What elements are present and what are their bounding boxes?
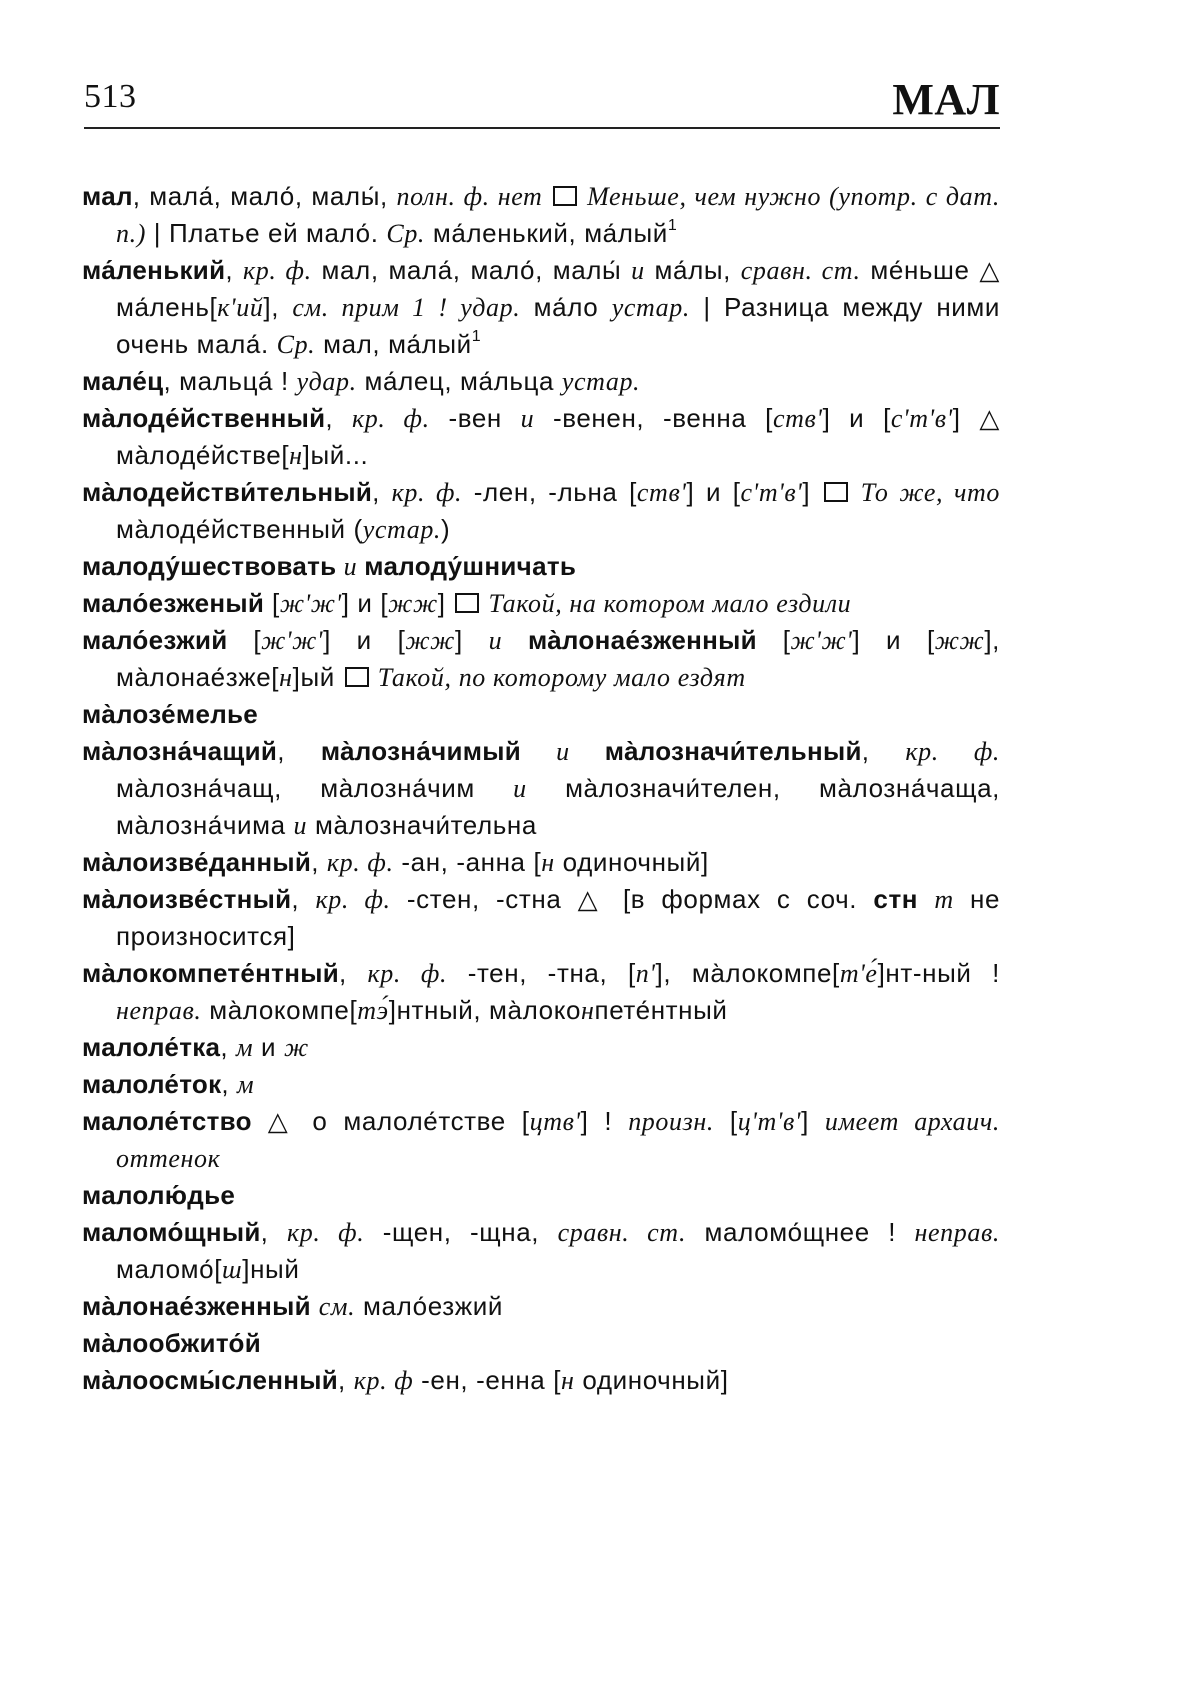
label-italic: жж (388, 589, 438, 618)
entry-text: ма̀лозначи́тельна (307, 810, 537, 840)
definition-box-icon (824, 482, 848, 502)
label-italic: кр. ф. (315, 885, 391, 914)
entry-text: не произносится] (116, 884, 1001, 951)
label-italic: То же, что (849, 478, 1000, 507)
label-italic: и (520, 404, 535, 433)
entry-text: , (325, 403, 352, 433)
label-italic: с'т'в' (890, 404, 953, 433)
entry-text: -лен, -льна [ (462, 477, 637, 507)
entry-text: [ (713, 1106, 738, 1136)
headword: малолю́дье (82, 1180, 236, 1210)
label-italic: п' (635, 959, 656, 988)
label-italic: устар. (362, 515, 442, 544)
entry-text: , (291, 884, 316, 914)
entry-text: ] и [ (323, 625, 406, 655)
dictionary-entry-maloezzheny (82, 585, 1000, 622)
entry-text (502, 625, 528, 655)
headword: ма̀лодействи́тельный (82, 477, 373, 507)
headword: малоле́ток (82, 1069, 222, 1099)
headword: ма̀лозна́чимый (320, 736, 522, 766)
label-italic: н (581, 996, 595, 1025)
dictionary-entry-maloletka (82, 1029, 1000, 1066)
entry-text: [ (756, 625, 791, 655)
label-italic: см. прим 1 ! удар. (292, 293, 521, 322)
dictionary-entry-maloletstvo (82, 1103, 1000, 1177)
entry-text: ], ма̀локомпе[ (655, 958, 840, 988)
label-italic: ж'ж' (261, 626, 324, 655)
label-italic: т (934, 885, 954, 914)
entry-text: ] (454, 625, 489, 655)
entry-text (918, 884, 934, 914)
entry-text: ]ный (242, 1254, 300, 1284)
label-italic: сравн. ст. (557, 1218, 687, 1247)
entry-text: , (311, 847, 327, 877)
label-italic: неправ. (914, 1218, 1000, 1247)
entry-text: ] и [ (686, 477, 741, 507)
entry-text: пете́нтный (594, 995, 728, 1025)
entry-text: ) (441, 514, 451, 544)
entry-text: ме́ньше △ ма́лень[ (116, 255, 1000, 322)
definition-box-icon (553, 186, 577, 206)
entry-text: -ан, -анна [ (393, 847, 542, 877)
label-italic: ств' (773, 404, 823, 433)
entry-text: одиночный] (554, 847, 709, 877)
dictionary-entry-maloletok (82, 1066, 1000, 1103)
entry-text: △ о малоле́тстве [ (251, 1106, 530, 1136)
label-italic: ж (283, 1033, 309, 1062)
entry-text: мал, ма́лый (315, 329, 472, 359)
dictionary-entry-mal (82, 178, 1000, 252)
entry-text: ] ! (580, 1106, 629, 1136)
entry-text: -ен, -енна [ (413, 1365, 562, 1395)
entry-text: маломо́щнее ! (686, 1217, 915, 1247)
label-italic: с'т'в' (740, 478, 803, 507)
headword: маломо́щный (82, 1217, 261, 1247)
label-italic: ств' (636, 478, 687, 507)
dictionary-entry-maloobzhitoy (82, 1325, 1000, 1362)
page-number: 513 (84, 78, 137, 115)
entry-text: , (338, 1365, 354, 1395)
headword: ма̀лозна́чащий (82, 736, 278, 766)
label-italic: жж (405, 626, 455, 655)
label-italic: ж'ж' (790, 626, 853, 655)
label-italic: произн. (628, 1107, 714, 1136)
dictionary-entry-malodeystvitelny (82, 474, 1000, 548)
label-italic: и (631, 256, 645, 285)
label-italic: и (336, 552, 365, 581)
headword: мале́ц (82, 366, 164, 396)
headword: ма̀лообжито́й (82, 1328, 261, 1358)
headword: ма̀лозе́мелье (82, 699, 259, 729)
entry-text: , мальца́ ! (163, 366, 297, 396)
entry-text: ], (263, 292, 293, 322)
label-italic: цтв' (529, 1107, 581, 1136)
entry-text: , (260, 1217, 287, 1247)
label-italic: кр. ф. (367, 959, 448, 988)
entry-text: , мала́, мало́, малы́, (132, 181, 397, 211)
entry-text: и (253, 1032, 284, 1062)
definition-box-icon (345, 667, 369, 687)
entry-text: ]ый (292, 662, 343, 692)
label-italic: Такой, по которому мало ездят (370, 663, 746, 692)
label-italic: сравн. ст. (740, 256, 861, 285)
headword: малоле́тка (82, 1032, 221, 1062)
dictionary-entry-malokompetentny (82, 955, 1000, 1029)
dictionary-entry-malodeystvenny (82, 400, 1000, 474)
label-italic: кр. ф. (286, 1218, 365, 1247)
headword: ма̀лоизве́стный (82, 884, 292, 914)
entry-text: ]нт-ный ! (877, 958, 1000, 988)
label-italic: н (289, 441, 303, 470)
entry-text: | Разница между ними очень мала́. (116, 292, 1000, 359)
dictionary-entries (82, 178, 1000, 1399)
label-italic: Меньше, чем нужно (употр. с дат. п.) (116, 182, 1000, 248)
entry-text: ма́лы, (644, 255, 741, 285)
headword: ма̀лозначи́тельный (604, 736, 862, 766)
entry-text: мал, мала́, мало́, малы́ (311, 255, 632, 285)
entry-text: , (339, 958, 368, 988)
headword: мал (82, 181, 133, 211)
label-italic: полн. ф. нет (396, 182, 543, 211)
entry-text: ма́ленький, ма́лый (425, 218, 668, 248)
entry-text: , (225, 255, 243, 285)
entry-text: [ (264, 588, 280, 618)
headword: ма̀лонае́зженный (82, 1291, 311, 1321)
headword: ма̀лоосмы́сленный (82, 1365, 339, 1395)
headword: ма̀лоде́йственный (82, 403, 326, 433)
entry-text: ] и [ (852, 625, 935, 655)
label-italic: кр. ф. (391, 478, 463, 507)
entry-text: ]нтный, ма̀локо (388, 995, 582, 1025)
dictionary-entry-malodushestvovat (82, 548, 1000, 585)
dictionary-entry-malomoshchny (82, 1214, 1000, 1288)
headword: ма̀лоизве́данный (82, 847, 312, 877)
entry-text: -вен (429, 403, 521, 433)
entry-text: ма̀лозначи́телен, ма̀лозна́чаща, ма̀лозна́чима (116, 773, 1000, 840)
dictionary-entry-maloezzhiy (82, 622, 1000, 696)
entry-text: -венен, -венна [ (534, 403, 774, 433)
label-italic: тэ́ (357, 996, 389, 1025)
entry-text: ]ый... (302, 440, 369, 470)
label-italic: ж'ж' (279, 589, 342, 618)
entry-text: ма̀лозна́чащ, ма̀лозна́чим (116, 773, 514, 803)
label-italic: и (521, 737, 605, 766)
entry-text: -щен, -щна, (364, 1217, 558, 1247)
label-italic: ш (222, 1255, 243, 1284)
headword: малоле́тство (82, 1106, 252, 1136)
dictionary-entry-maloznachashchiy (82, 733, 1000, 844)
headword: ма́ленький (82, 255, 226, 285)
entry-text: [ (227, 625, 262, 655)
dictionary-entry-malozemelye (82, 696, 1000, 733)
label-italic: и (293, 811, 308, 840)
label-italic: к'ий (217, 293, 264, 322)
label-italic: и (488, 626, 503, 655)
running-head: МАЛ (892, 75, 1000, 124)
label-italic: устар. (561, 367, 641, 396)
headword: ма̀локомпете́нтный (82, 958, 339, 988)
label-italic: н (561, 1366, 575, 1395)
entry-text: маломо́[ (116, 1254, 223, 1284)
entry-text: ], ма̀лонае́зже[ (116, 625, 1000, 692)
label-italic: см. (318, 1292, 356, 1321)
headword: малоду́шествовать (82, 551, 337, 581)
entry-text: , (861, 736, 906, 766)
dictionary-entry-malenkiy (82, 252, 1000, 363)
label-italic: неправ. (116, 996, 202, 1025)
entry-text: ] и [ (822, 403, 891, 433)
headword: мало́езженый (82, 588, 265, 618)
entry-text: -стен, -стна △ [в формах с соч. (390, 884, 874, 914)
label-italic: н (541, 848, 555, 877)
entry-text: ] (802, 477, 822, 507)
label-italic: кр. ф (353, 1366, 414, 1395)
entry-text: ] △ ма̀лоде́йстве[ (116, 403, 1000, 470)
entry-text: , (221, 1069, 238, 1099)
header-rule (84, 127, 1000, 129)
dictionary-entry-maloizvestny (82, 881, 1000, 955)
label-italic: кр. ф. (326, 848, 394, 877)
entry-text: мало́езжий (355, 1291, 503, 1321)
bold-text: стн (873, 884, 919, 914)
homonym-index: 1 (667, 217, 678, 234)
entry-text: ма́лец, ма́льца (356, 366, 562, 396)
entry-text: ] (437, 588, 454, 618)
headword: мало́езжий (82, 625, 228, 655)
entry-text: , (372, 477, 392, 507)
label-italic: кр. ф. (905, 737, 1000, 766)
page-header (84, 74, 1000, 126)
entry-text: ] (801, 1106, 825, 1136)
label-italic: кр. ф. (243, 256, 312, 285)
dictionary-entry-maloosmyslenny (82, 1362, 1000, 1399)
label-italic: жж (934, 626, 985, 655)
label-italic: кр. ф. (352, 404, 430, 433)
entry-text: , (277, 736, 321, 766)
entry-text: , (220, 1032, 236, 1062)
dictionary-entry-malonaezzhenny (82, 1288, 1000, 1325)
entry-text: ] и [ (341, 588, 389, 618)
definition-box-icon (455, 593, 479, 613)
entry-text: ма̀локомпе[ (201, 995, 358, 1025)
label-italic: м (235, 1033, 254, 1062)
headword: малоду́шничать (364, 551, 577, 581)
label-italic: Ср. (276, 330, 316, 359)
label-italic: удар. (296, 367, 357, 396)
homonym-index: 1 (471, 328, 482, 345)
entry-text (542, 181, 551, 211)
label-italic: устар. (611, 293, 690, 322)
entry-text: -тен, -тна, [ (447, 958, 636, 988)
label-italic: т'е́ (839, 959, 878, 988)
label-italic: Ср. (386, 219, 426, 248)
label-italic: н (279, 663, 293, 692)
label-italic: Такой, на котором мало ездили (481, 589, 852, 618)
dictionary-entry-malets (82, 363, 1000, 400)
entry-text: одиночный] (574, 1365, 729, 1395)
dictionary-entry-malolyudye (82, 1177, 1000, 1214)
entry-text: ма́ло (520, 292, 612, 322)
entry-text: | Платье ей мало́. (145, 218, 387, 248)
label-italic: имеет архаич. оттенок (116, 1107, 1000, 1173)
entry-text: ма̀лоде́йственный ( (116, 514, 363, 544)
label-italic: м (237, 1070, 255, 1099)
label-italic: и (513, 774, 527, 803)
label-italic: ц'т'в' (737, 1107, 802, 1136)
entry-text (311, 1291, 319, 1321)
dictionary-entry-maloizvedanny (82, 844, 1000, 881)
headword: ма̀лонае́зженный (527, 625, 757, 655)
